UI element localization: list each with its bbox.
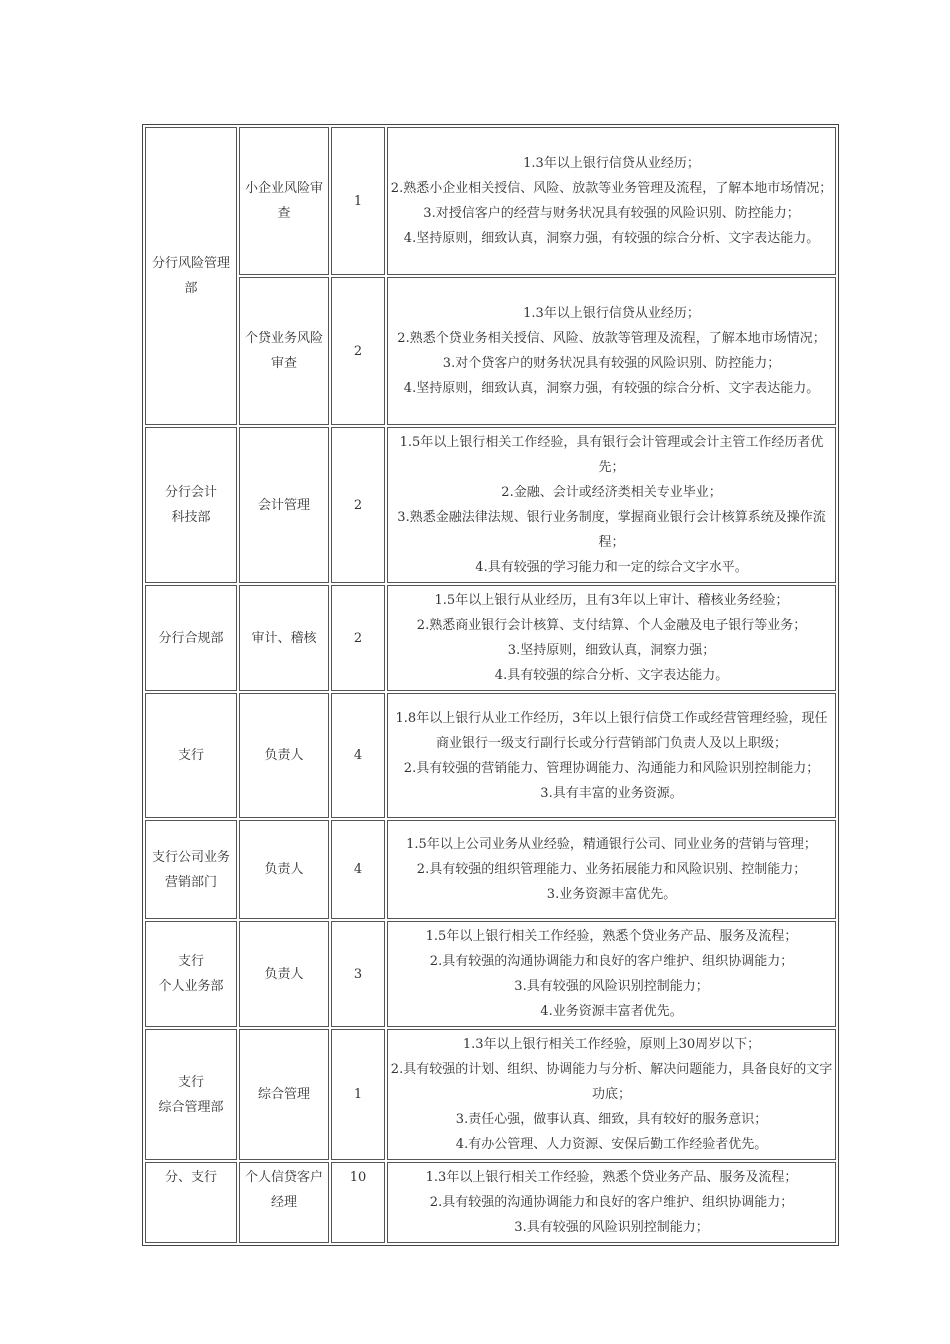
- position-cell: 负责人: [239, 921, 329, 1027]
- headcount-cell: 4: [331, 693, 385, 818]
- requirements-cell: [387, 277, 836, 425]
- requirement-line: 1.3年以上银行相关工作经验，原则上30周岁以下；: [462, 1037, 761, 1052]
- position-cell: 负责人: [239, 820, 329, 919]
- requirement-line: 4.有办公管理、人力资源、安保后勤工作经验者优先。: [455, 1137, 768, 1152]
- table-row: [145, 1029, 836, 1160]
- requirements-cell: [387, 127, 836, 275]
- department-cell: [145, 127, 237, 425]
- requirement-line: 2.具有较强的计划、组织、协调能力与分析、解决问题能力，具备良好的文字功底；: [390, 1062, 833, 1102]
- requirement-line: 3.具有丰富的业务资源。: [540, 785, 683, 801]
- requirement-line: 1.5年以上银行相关工作经验，熟悉个贷业务产品、服务及流程；: [425, 929, 798, 944]
- headcount-cell: 2: [331, 277, 385, 425]
- headcount-cell: 4: [331, 820, 385, 919]
- requirement-line: 4.坚持原则，细致认真，洞察力强，有较强的综合分析、文字表达能力。: [403, 231, 820, 246]
- department-text: 支行: [177, 1074, 204, 1090]
- table-row: [145, 427, 836, 583]
- requirement-line: 3.对授信客户的经营与财务状况具有较强的风险识别、防控能力；: [423, 206, 800, 221]
- department-cell: [145, 585, 237, 691]
- requirement-line: 2.具有较强的营销能力、管理协调能力、沟通能力和风险识别控制能力；: [403, 760, 820, 776]
- requirement-line: 2.具有较强的沟通协调能力和良好的客户维护、组织协调能力；: [429, 1195, 794, 1210]
- position-cell: 小企业风险审查: [239, 127, 329, 275]
- position-cell: 综合管理: [239, 1029, 329, 1160]
- department-cell: [145, 921, 237, 1027]
- requirement-line: 3.业务资源丰富优先。: [546, 887, 677, 902]
- requirement-line: 3.对个贷客户的财务状况具有较强的风险识别、防控能力；: [442, 356, 781, 371]
- table-row: [145, 693, 836, 818]
- department-text: 营销部门: [164, 874, 217, 890]
- department-text: 科技部: [171, 510, 211, 525]
- headcount-cell: 2: [331, 585, 385, 691]
- table-row: [145, 921, 836, 1027]
- requirements-cell: [387, 585, 836, 691]
- department-text: 分、支行: [164, 1170, 217, 1185]
- requirement-line: 1.8年以上银行从业工作经历，3年以上银行信贷工作或经营管理经验，现任商业银行一级支行副行长或分行营销部门负责人及以上职级；: [395, 710, 828, 751]
- headcount-cell: 1: [331, 1029, 385, 1160]
- requirement-line: 2.熟悉商业银行会计核算、支付结算、个人金融及电子银行等业务；: [416, 618, 807, 633]
- requirement-line: 2.熟悉小企业相关授信、风险、放款等业务管理及流程，了解本地市场情况；: [390, 181, 833, 196]
- requirement-line: 4.坚持原则，细致认真，洞察力强，有较强的综合分析、文字表达能力。: [403, 381, 820, 396]
- position-cell: 审计、稽核: [239, 585, 329, 691]
- requirement-line: 3.具有较强的风险识别控制能力；: [514, 979, 709, 994]
- requirement-line: 1.3年以上银行信贷从业经历；: [523, 156, 700, 171]
- table-row: [145, 277, 836, 425]
- department-cell: [145, 1029, 237, 1160]
- position-cell: 个贷业务风险审查: [239, 277, 329, 425]
- requirements-cell: [387, 427, 836, 583]
- requirement-line: 2.熟悉个贷业务相关授信、风险、放款等管理及流程，了解本地市场情况；: [397, 331, 826, 346]
- department-text: 个人业务部: [158, 979, 224, 994]
- requirement-line: 3.责任心强，做事认真、细致，具有较好的服务意识；: [455, 1112, 768, 1127]
- department-text: 分行合规部: [158, 630, 224, 646]
- requirement-line: 3.熟悉金融法律法规、银行业务制度，掌握商业银行会计核算系统及操作流程；: [397, 510, 826, 550]
- requirement-line: 1.5年以上公司业务从业经验，精通银行公司、同业业务的营销与管理；: [406, 837, 817, 852]
- requirement-line: 3.坚持原则，细致认真，洞察力强；: [507, 643, 716, 658]
- requirement-line: 1.3年以上银行相关工作经验，熟悉个贷业务产品、服务及流程；: [425, 1170, 798, 1185]
- table-row: [145, 127, 836, 275]
- department-text: 分行会计: [164, 485, 217, 500]
- requirements-cell: [387, 1029, 836, 1160]
- headcount-cell: 1: [331, 127, 385, 275]
- department-text: 支行公司业务: [151, 849, 230, 865]
- department-cell: [145, 820, 237, 919]
- department-cell: [145, 1162, 237, 1243]
- position-cell: 负责人: [239, 693, 329, 818]
- department-text: 分行风险管理: [151, 256, 230, 271]
- requirements-cell: [387, 693, 836, 818]
- requirement-line: 2.具有较强的组织管理能力、业务拓展能力和风险识别、控制能力；: [416, 862, 807, 877]
- requirement-line: 4.具有较强的学习能力和一定的综合文字水平。: [475, 560, 748, 575]
- department-text: 支行: [177, 954, 204, 969]
- table-row: [145, 1162, 836, 1243]
- requirement-line: 2.金融、会计或经济类相关专业毕业；: [501, 485, 722, 500]
- headcount-cell: 2: [331, 427, 385, 583]
- requirement-line: 4.具有较强的综合分析、文字表达能力。: [494, 668, 729, 683]
- requirement-line: 1.5年以上银行相关工作经验，具有银行会计管理或会计主管工作经历者优先；: [399, 435, 824, 475]
- requirement-line: 4.业务资源丰富者优先。: [540, 1004, 683, 1019]
- department-cell: [145, 427, 237, 583]
- position-cell: 会计管理: [239, 427, 329, 583]
- requirement-line: 3.具有较强的风险识别控制能力；: [514, 1220, 709, 1235]
- requirement-line: 1.3年以上银行信贷从业经历；: [523, 306, 700, 321]
- department-text: 支行: [177, 748, 204, 763]
- headcount-cell: 3: [331, 921, 385, 1027]
- requirement-line: 2.具有较强的沟通协调能力和良好的客户维护、组织协调能力；: [429, 954, 794, 969]
- position-cell: 个人信贷客户经理: [239, 1162, 329, 1243]
- headcount-cell: 10: [331, 1162, 385, 1243]
- requirement-line: 1.5年以上银行从业经历，且有3年以上审计、稽核业务经验；: [434, 593, 789, 608]
- department-text: 综合管理部: [158, 1099, 224, 1115]
- recruitment-table: [142, 124, 839, 1246]
- requirements-cell: [387, 820, 836, 919]
- table-row: [145, 820, 836, 919]
- requirements-cell: [387, 921, 836, 1027]
- department-cell: [145, 693, 237, 818]
- table-row: [145, 585, 836, 691]
- requirements-cell: [387, 1162, 836, 1243]
- department-text: 部: [184, 281, 198, 296]
